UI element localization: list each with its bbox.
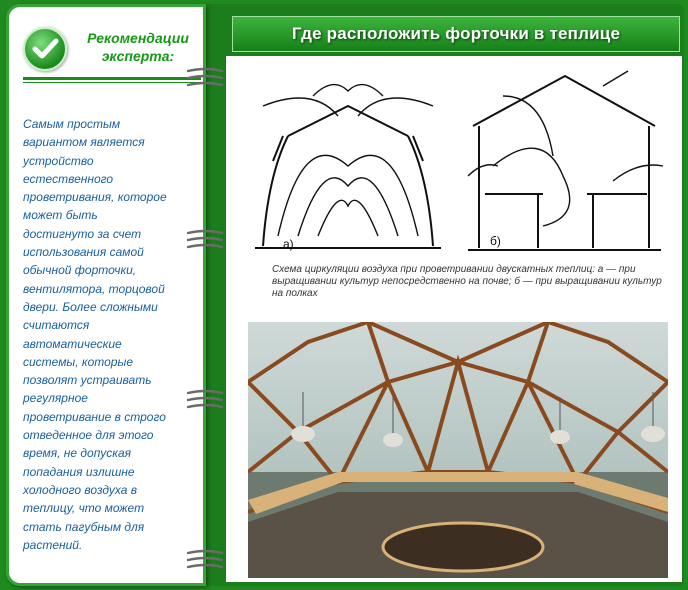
binder-spring-icon (186, 228, 226, 254)
card-title-line2: эксперта: (101, 48, 175, 64)
checkmark-icon (23, 27, 67, 71)
page-title: Где расположить форточки в теплице (291, 24, 621, 43)
card-body-text: Самым простым вариантом является устройство естественного проветривания, которое может быть достигнуто за счет использования самой обычной форточки, вентилятора, торцовой двери. Более сложными считаются автоматические системы, которые позволят устраивать регулярное проветривание в строго отведенное для этого время, не допуская попадания излишне холодного воздуха в теплицу, что может стать пагубным для растений. (23, 117, 167, 552)
card-title-line1: Рекомендации (87, 30, 189, 46)
binder-spring-icon (186, 388, 226, 414)
header-banner (232, 16, 680, 52)
greenhouse-dome-photo (248, 322, 668, 578)
diagram-caption: Схема циркуляции воздуха при проветривании двускатных теплиц: а — при выращивании культур непосредственно на почве; б — при выращивании культур на полках (272, 264, 662, 299)
expert-card (6, 4, 206, 586)
card-title (73, 29, 203, 65)
binder-spring-icon (186, 548, 226, 574)
binder-spring-icon (186, 66, 226, 92)
divider (23, 77, 201, 80)
diagram-label-b: б) (490, 234, 501, 248)
divider (23, 82, 201, 83)
diagram-label-a: а) (283, 237, 294, 251)
